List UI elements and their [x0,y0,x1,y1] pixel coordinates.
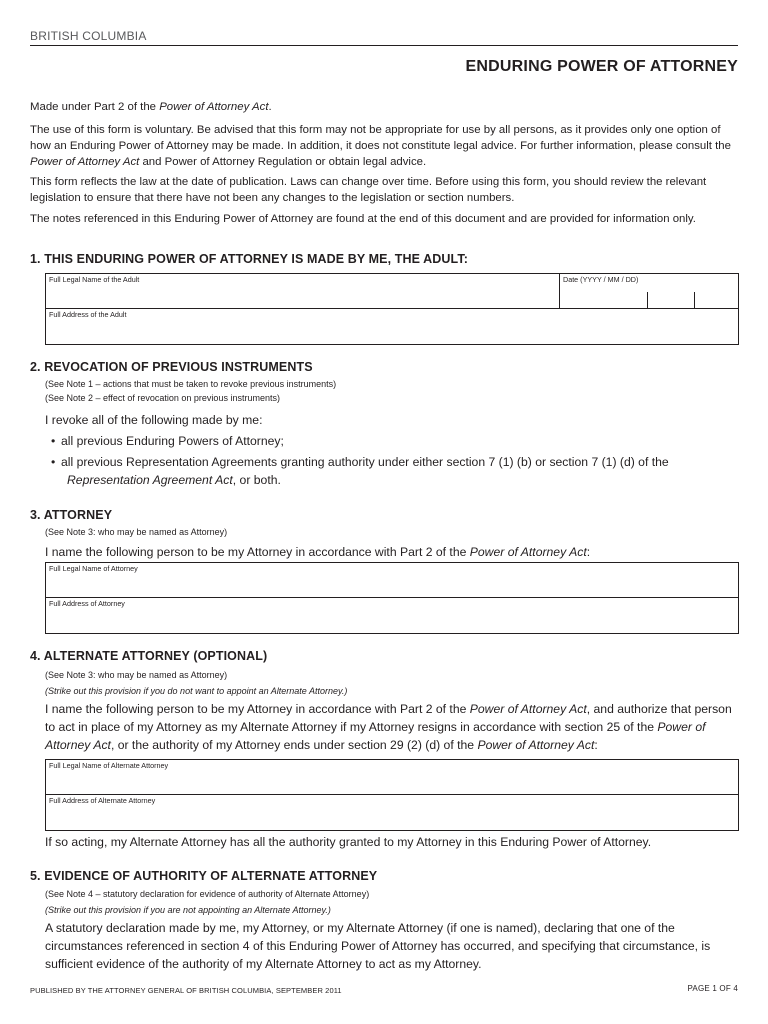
revocation-bullet-1: • all previous Enduring Powers of Attorney; [51,434,284,448]
section-4-strike-note: (Strike out this provision if you do not want to appoint an Alternate Attorney.) [45,686,348,696]
attorney-name-label: Full Legal Name of Attorney [49,564,138,573]
section-2-heading: 2. REVOCATION OF PREVIOUS INSTRUMENTS [30,360,313,374]
intro-paragraph-3: This form reflects the law at the date of publication. Laws can change over time. Before using this form, you should review the relevant legislation to ensure that there have not been any changes to the legislation or section numbers. [30,176,707,204]
revocation-intro: I revoke all of the following made by me: [45,413,263,427]
revocation-bullet-2: • all previous Representation Agreements granting authority under either section 7 (1) (b) or section 7 (1) (d) of the Representation Agreement Act, or both. [51,455,669,487]
section-5-strike-note: (Strike out this provision if you are not appointing an Alternate Attorney.) [45,905,331,915]
adult-address-label: Full Address of the Adult [49,310,127,319]
date-separator [647,292,648,308]
page-number: PAGE 1 OF 4 [687,984,738,993]
adult-details-box [45,273,739,345]
section-5-note: (See Note 4 – statutory declaration for evidence of authority of Alternate Attorney) [45,889,370,899]
date-separator [694,292,695,308]
intro-paragraph-1: Made under Part 2 of the Power of Attorney Act. [30,101,272,113]
adult-name-field[interactable] [46,274,738,309]
adult-name-label: Full Legal Name of the Adult [49,275,140,284]
attorney-address-label: Full Address of Attorney [49,599,125,608]
alternate-attorney-address-label: Full Address of Alternate Attorney [49,796,156,805]
section-3-heading: 3. ATTORNEY [30,508,113,522]
section-2-note-1: (See Note 1 – actions that must be taken to revoke previous instruments) [45,379,337,389]
section-4-heading: 4. ALTERNATE ATTORNEY (OPTIONAL) [30,649,268,663]
alternate-attorney-details-box [45,759,739,831]
alternate-attorney-address-field[interactable] [46,795,738,830]
attorney-statement: I name the following person to be my Attorney in accordance with Part 2 of the Power of Attorney Act: [45,545,591,559]
section-4-note: (See Note 3: who may be named as Attorney) [45,670,228,680]
intro-paragraph-2: The use of this form is voluntary. Be advised that this form may not be appropriate for use by all persons, as it provides only one option of how an Enduring Power of Attorney may be made. In addition, it does not constitute legal advice. For further information, please consult the Power of Attorney Act and Power of Attorney Regulation or obtain legal advice. [30,124,731,168]
section-1-heading: 1. THIS ENDURING POWER OF ATTORNEY IS MADE BY ME, THE ADULT: [30,252,468,266]
section-2-note-2: (See Note 2 – effect of revocation on previous instruments) [45,393,280,403]
section-3-note: (See Note 3: who may be named as Attorney) [45,527,228,537]
alternate-attorney-authority-text: If so acting, my Alternate Attorney has all the authority granted to my Attorney in this Enduring Power of Attorney. [45,835,652,849]
document-title: ENDURING POWER OF ATTORNEY [465,58,738,75]
date-field[interactable] [559,274,740,308]
adult-address-field[interactable] [46,309,738,344]
attorney-address-field[interactable] [46,598,738,633]
province-label: BRITISH COLUMBIA [30,29,147,43]
attorney-details-box [45,562,739,634]
publisher-footer: PUBLISHED BY THE ATTORNEY GENERAL OF BRITISH COLUMBIA, SEPTEMBER 2011 [30,986,342,995]
alternate-attorney-statement: I name the following person to be my Attorney in accordance with Part 2 of the Power of Attorney Act, and authorize that person to act in place of my Attorney as my Alternate Attorney if my Attorney resigns in accordance with section 25 of the Power of Attorney Act, or the authority of my Attorney ends under section 29 (2) (d) of the Power of Attorney Act: [45,702,732,752]
header-divider [30,45,738,46]
attorney-name-field[interactable] [46,563,738,598]
intro-paragraph-4: The notes referenced in this Enduring Power of Attorney are found at the end of this document and are provided for information only. [30,213,696,225]
date-label: Date (YYYY / MM / DD) [563,275,639,284]
evidence-of-authority-text: A statutory declaration made by me, my Attorney, or my Alternate Attorney (if one is named), declaring that one of the circumstances referenced in section 4 of this Enduring Power of Attorney has occurred, and specifying that circumstance, is sufficient evidence of the authority of my Alternate Attorney to act as my Attorney. [45,921,711,971]
alternate-attorney-name-field[interactable] [46,760,738,795]
section-5-heading: 5. EVIDENCE OF AUTHORITY OF ALTERNATE ATTORNEY [30,869,378,883]
alternate-attorney-name-label: Full Legal Name of Alternate Attorney [49,761,169,770]
